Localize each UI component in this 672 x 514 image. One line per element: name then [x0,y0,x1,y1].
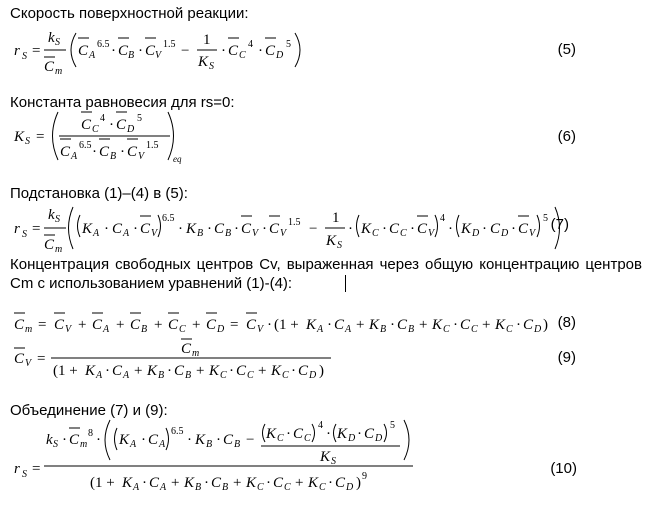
symbol: C [397,317,408,333]
svg-text:=: = [230,317,239,333]
symbol: m [25,324,33,335]
symbol: K [461,221,472,237]
symbol: 4 [248,39,253,50]
svg-text:·: · [286,426,291,442]
symbol: K [119,432,130,448]
symbol: C [417,221,428,237]
symbol: K [326,233,337,249]
svg-text:·: · [167,363,172,379]
symbol: S [209,61,214,72]
svg-text:·: · [204,475,209,491]
symbol: A [123,228,130,239]
symbol: K [184,475,195,491]
symbol: C [490,221,501,237]
svg-text:+: + [154,317,163,333]
svg-text:·: · [141,432,146,448]
symbol: C [220,370,227,381]
symbol: C [293,426,304,442]
symbol: B [225,228,232,239]
symbol: A [96,370,103,381]
svg-text:+: + [295,475,304,491]
symbol: A [160,482,167,493]
symbol: C [523,317,534,333]
svg-text:·: · [453,317,458,333]
symbol: m [80,439,88,450]
svg-text:·: · [120,144,125,160]
symbol: C [149,475,160,491]
symbol: S [55,37,60,48]
symbol: 4 [100,113,105,124]
svg-text:·: · [105,363,110,379]
equation-number-7: (7) [550,216,569,233]
symbol: C [223,432,234,448]
symbol: C [140,221,151,237]
svg-text:=: = [38,317,47,333]
symbol: K [147,363,158,379]
svg-text:·: · [348,221,353,237]
symbol: S [55,214,60,225]
symbol: S [25,136,30,147]
symbol: B [195,482,202,493]
symbol: k [48,207,55,223]
svg-text:·: · [104,221,109,237]
symbol: 1 [203,32,211,48]
symbol: C [44,237,55,253]
svg-text:·: · [234,221,239,237]
symbol: K [271,363,282,379]
symbol: C [127,144,138,160]
symbol: D [472,228,480,239]
symbol: B [110,151,117,162]
symbol: 5 [286,39,291,50]
svg-text:·: · [221,43,226,59]
symbol: m [55,66,63,77]
symbol: 9 [362,471,367,482]
equation-7 [14,207,560,255]
svg-text:·: · [92,144,97,160]
symbol: C [214,221,225,237]
symbol: C [518,221,529,237]
symbol: V [65,324,72,335]
svg-text:−: − [309,221,318,237]
symbol: C [236,363,247,379]
symbol: 5 [543,213,548,224]
symbol: C [148,432,159,448]
symbol: k [46,432,53,448]
symbol: C [206,317,217,333]
svg-text:·: · [133,221,138,237]
symbol: K [195,432,206,448]
svg-text:·: · [267,317,272,333]
symbol: 8 [88,428,93,439]
equation-number-9: (9) [557,349,576,366]
symbol: C [228,43,239,59]
symbol: 6.5 [79,140,92,151]
symbol: r [14,43,20,59]
symbol: S [22,51,27,62]
symbol: K [266,426,277,442]
symbol: C [92,317,103,333]
svg-text:·: · [138,43,143,59]
symbol: K [209,363,220,379]
symbol: S [331,456,336,467]
symbol: C [130,317,141,333]
symbol: K [495,317,506,333]
symbol: C [118,43,129,59]
symbol: m [55,244,63,255]
symbol: K [14,129,25,145]
symbol: A [133,482,140,493]
symbol: B [185,370,192,381]
symbol: A [159,439,166,450]
symbol: 1.5 [163,39,176,50]
symbol: K [308,475,319,491]
svg-text:·: · [327,317,332,333]
svg-text:·: · [482,221,487,237]
symbol: K [246,475,257,491]
symbol: K [337,426,348,442]
symbol: C [304,433,311,444]
symbol: eq [173,154,182,164]
symbol: C [269,221,280,237]
heading-substitution: Подстановка (1)–(4) в (5): [10,185,188,202]
svg-text:·: · [516,317,521,333]
symbol: C [99,144,110,160]
svg-text:·: · [266,475,271,491]
symbol: C [335,475,346,491]
symbol: B [222,482,229,493]
symbol: C [282,370,289,381]
symbol: B [141,324,148,335]
symbol: A [89,50,96,61]
svg-text:·: · [328,475,333,491]
equation-5 [14,30,300,77]
symbol: A [71,151,78,162]
symbol: K [198,54,209,70]
svg-text:+: + [196,363,205,379]
symbol: C [239,50,246,61]
symbol: S [337,240,342,251]
symbol: C [174,363,185,379]
symbol: A [345,324,352,335]
symbol: C [443,324,450,335]
svg-text:·: · [410,221,415,237]
symbol: D [127,124,135,135]
symbol: 4 [440,213,445,224]
symbol: 1.5 [288,217,301,228]
symbol: 6.5 [162,213,175,224]
symbol: C [14,351,25,367]
symbol: D [375,433,383,444]
symbol: C [389,221,400,237]
svg-text:·: · [448,221,453,237]
symbol: D [534,324,542,335]
symbol: C [78,43,89,59]
svg-text:·: · [357,426,362,442]
svg-text:−: − [246,432,255,448]
symbol: V [155,50,162,61]
svg-text:): ) [543,317,548,333]
symbol: C [60,144,71,160]
symbol: K [361,221,372,237]
symbol: (1 + [90,475,115,491]
svg-text:·: · [382,221,387,237]
symbol: C [92,124,99,135]
svg-text:·: · [96,432,101,448]
symbol: C [241,221,252,237]
symbol: C [168,317,179,333]
symbol: C [460,317,471,333]
equation-number-10: (10) [550,460,577,477]
equation-number-8: (8) [557,314,576,331]
svg-text:): ) [319,363,324,379]
symbol: C [112,363,123,379]
symbol: B [206,439,213,450]
symbol: A [93,228,100,239]
symbol: K [320,449,331,465]
symbol: V [428,228,435,239]
symbol: D [348,433,356,444]
symbol: C [211,475,222,491]
symbol: k [48,30,55,46]
symbol: C [112,221,123,237]
symbol: A [130,439,137,450]
svg-text:·: · [326,426,331,442]
symbol: V [25,358,32,369]
svg-text:+: + [171,475,180,491]
equation-8 [14,313,548,335]
symbol: 6.5 [97,39,110,50]
svg-text:+: + [419,317,428,333]
heading-combination: Объединение (7) и (9): [10,402,168,419]
svg-text:=: = [36,129,45,145]
symbol: C [284,482,291,493]
symbol: C [364,426,375,442]
symbol: V [529,228,536,239]
symbol: C [145,43,156,59]
symbol: 1 [332,210,340,226]
symbol: S [53,439,58,450]
svg-text:+: + [356,317,365,333]
symbol: D [501,228,509,239]
svg-text:·: · [111,43,116,59]
symbol: C [298,363,309,379]
symbol: 4 [318,420,323,431]
svg-text:=: = [32,43,41,59]
symbol: B [197,228,204,239]
svg-text:+: + [192,317,201,333]
symbol: K [186,221,197,237]
symbol: C [506,324,513,335]
symbol: C [471,324,478,335]
symbol: C [265,43,276,59]
svg-text:·: · [187,432,192,448]
symbol: C [247,370,254,381]
symbol: C [44,59,55,75]
svg-text:=: = [32,221,41,237]
symbol: K [85,363,96,379]
symbol: A [317,324,324,335]
symbol: C [372,228,379,239]
symbol: C [54,317,65,333]
svg-text:·: · [258,43,263,59]
svg-text:·: · [62,432,67,448]
symbol: A [123,370,130,381]
svg-text:+: + [78,317,87,333]
symbol: r [14,461,20,477]
symbol: C [179,324,186,335]
symbol: K [369,317,380,333]
svg-text:=: = [32,461,41,477]
svg-text:·: · [262,221,267,237]
symbol: B [128,50,135,61]
svg-text:=: = [37,351,46,367]
symbol: C [246,317,257,333]
symbol: 1.5 [146,140,159,151]
svg-text:+: + [233,475,242,491]
symbol: S [22,469,27,480]
symbol: C [277,433,284,444]
symbol: 6.5 [171,426,184,437]
symbol: K [82,221,93,237]
symbol: (1 + [53,363,78,379]
symbol: C [319,482,326,493]
symbol: D [276,50,284,61]
symbol: D [346,482,354,493]
symbol: C [400,228,407,239]
symbol: 5 [137,113,142,124]
symbol: D [309,370,317,381]
svg-text:·: · [207,221,212,237]
symbol: C [273,475,284,491]
symbol: B [234,439,241,450]
equation-10 [14,420,413,493]
svg-text:·: · [142,475,147,491]
svg-text:·: · [511,221,516,237]
symbol: S [22,229,27,240]
heading-surface-reaction-rate: Скорость поверхностной реакции: [10,5,249,22]
equation-number-5: (5) [557,41,576,58]
symbol: r [14,221,20,237]
symbol: V [257,324,264,335]
symbol: C [69,432,80,448]
svg-text:+: + [116,317,125,333]
symbol: K [432,317,443,333]
symbol: (1 + [274,317,299,333]
svg-text:+: + [134,363,143,379]
symbol: K [122,475,133,491]
symbol: B [158,370,165,381]
svg-text:·: · [390,317,395,333]
svg-text:−: − [181,43,190,59]
symbol: C [81,117,92,133]
svg-text:): ) [356,475,361,491]
symbol: C [257,482,264,493]
symbol: V [138,151,145,162]
symbol: 5 [390,420,395,431]
symbol: C [116,117,127,133]
symbol: V [252,228,259,239]
svg-text:+: + [258,363,267,379]
svg-text:·: · [229,363,234,379]
symbol: K [306,317,317,333]
svg-text:·: · [109,117,114,133]
symbol: V [280,228,287,239]
svg-text:·: · [178,221,183,237]
symbol: D [217,324,225,335]
symbol: C [334,317,345,333]
svg-text:·: · [291,363,296,379]
symbol: A [103,324,110,335]
symbol: C [181,341,192,357]
symbol: B [380,324,387,335]
symbol: B [408,324,415,335]
equation-9 [14,339,331,381]
svg-text:·: · [216,432,221,448]
symbol: m [192,348,200,359]
heading-equilibrium-constant: Константа равновесия для rs=0: [10,94,235,111]
equation-number-6: (6) [557,128,576,145]
paragraph-free-sites-concentration: Концентрация свободных центров Cv, выраженная через общую концентрацию центров Cm с использованием уравнений (1)-(4): [10,256,642,292]
symbol: C [14,317,25,333]
svg-text:+: + [482,317,491,333]
equation-6 [13,112,182,164]
symbol: V [151,228,158,239]
